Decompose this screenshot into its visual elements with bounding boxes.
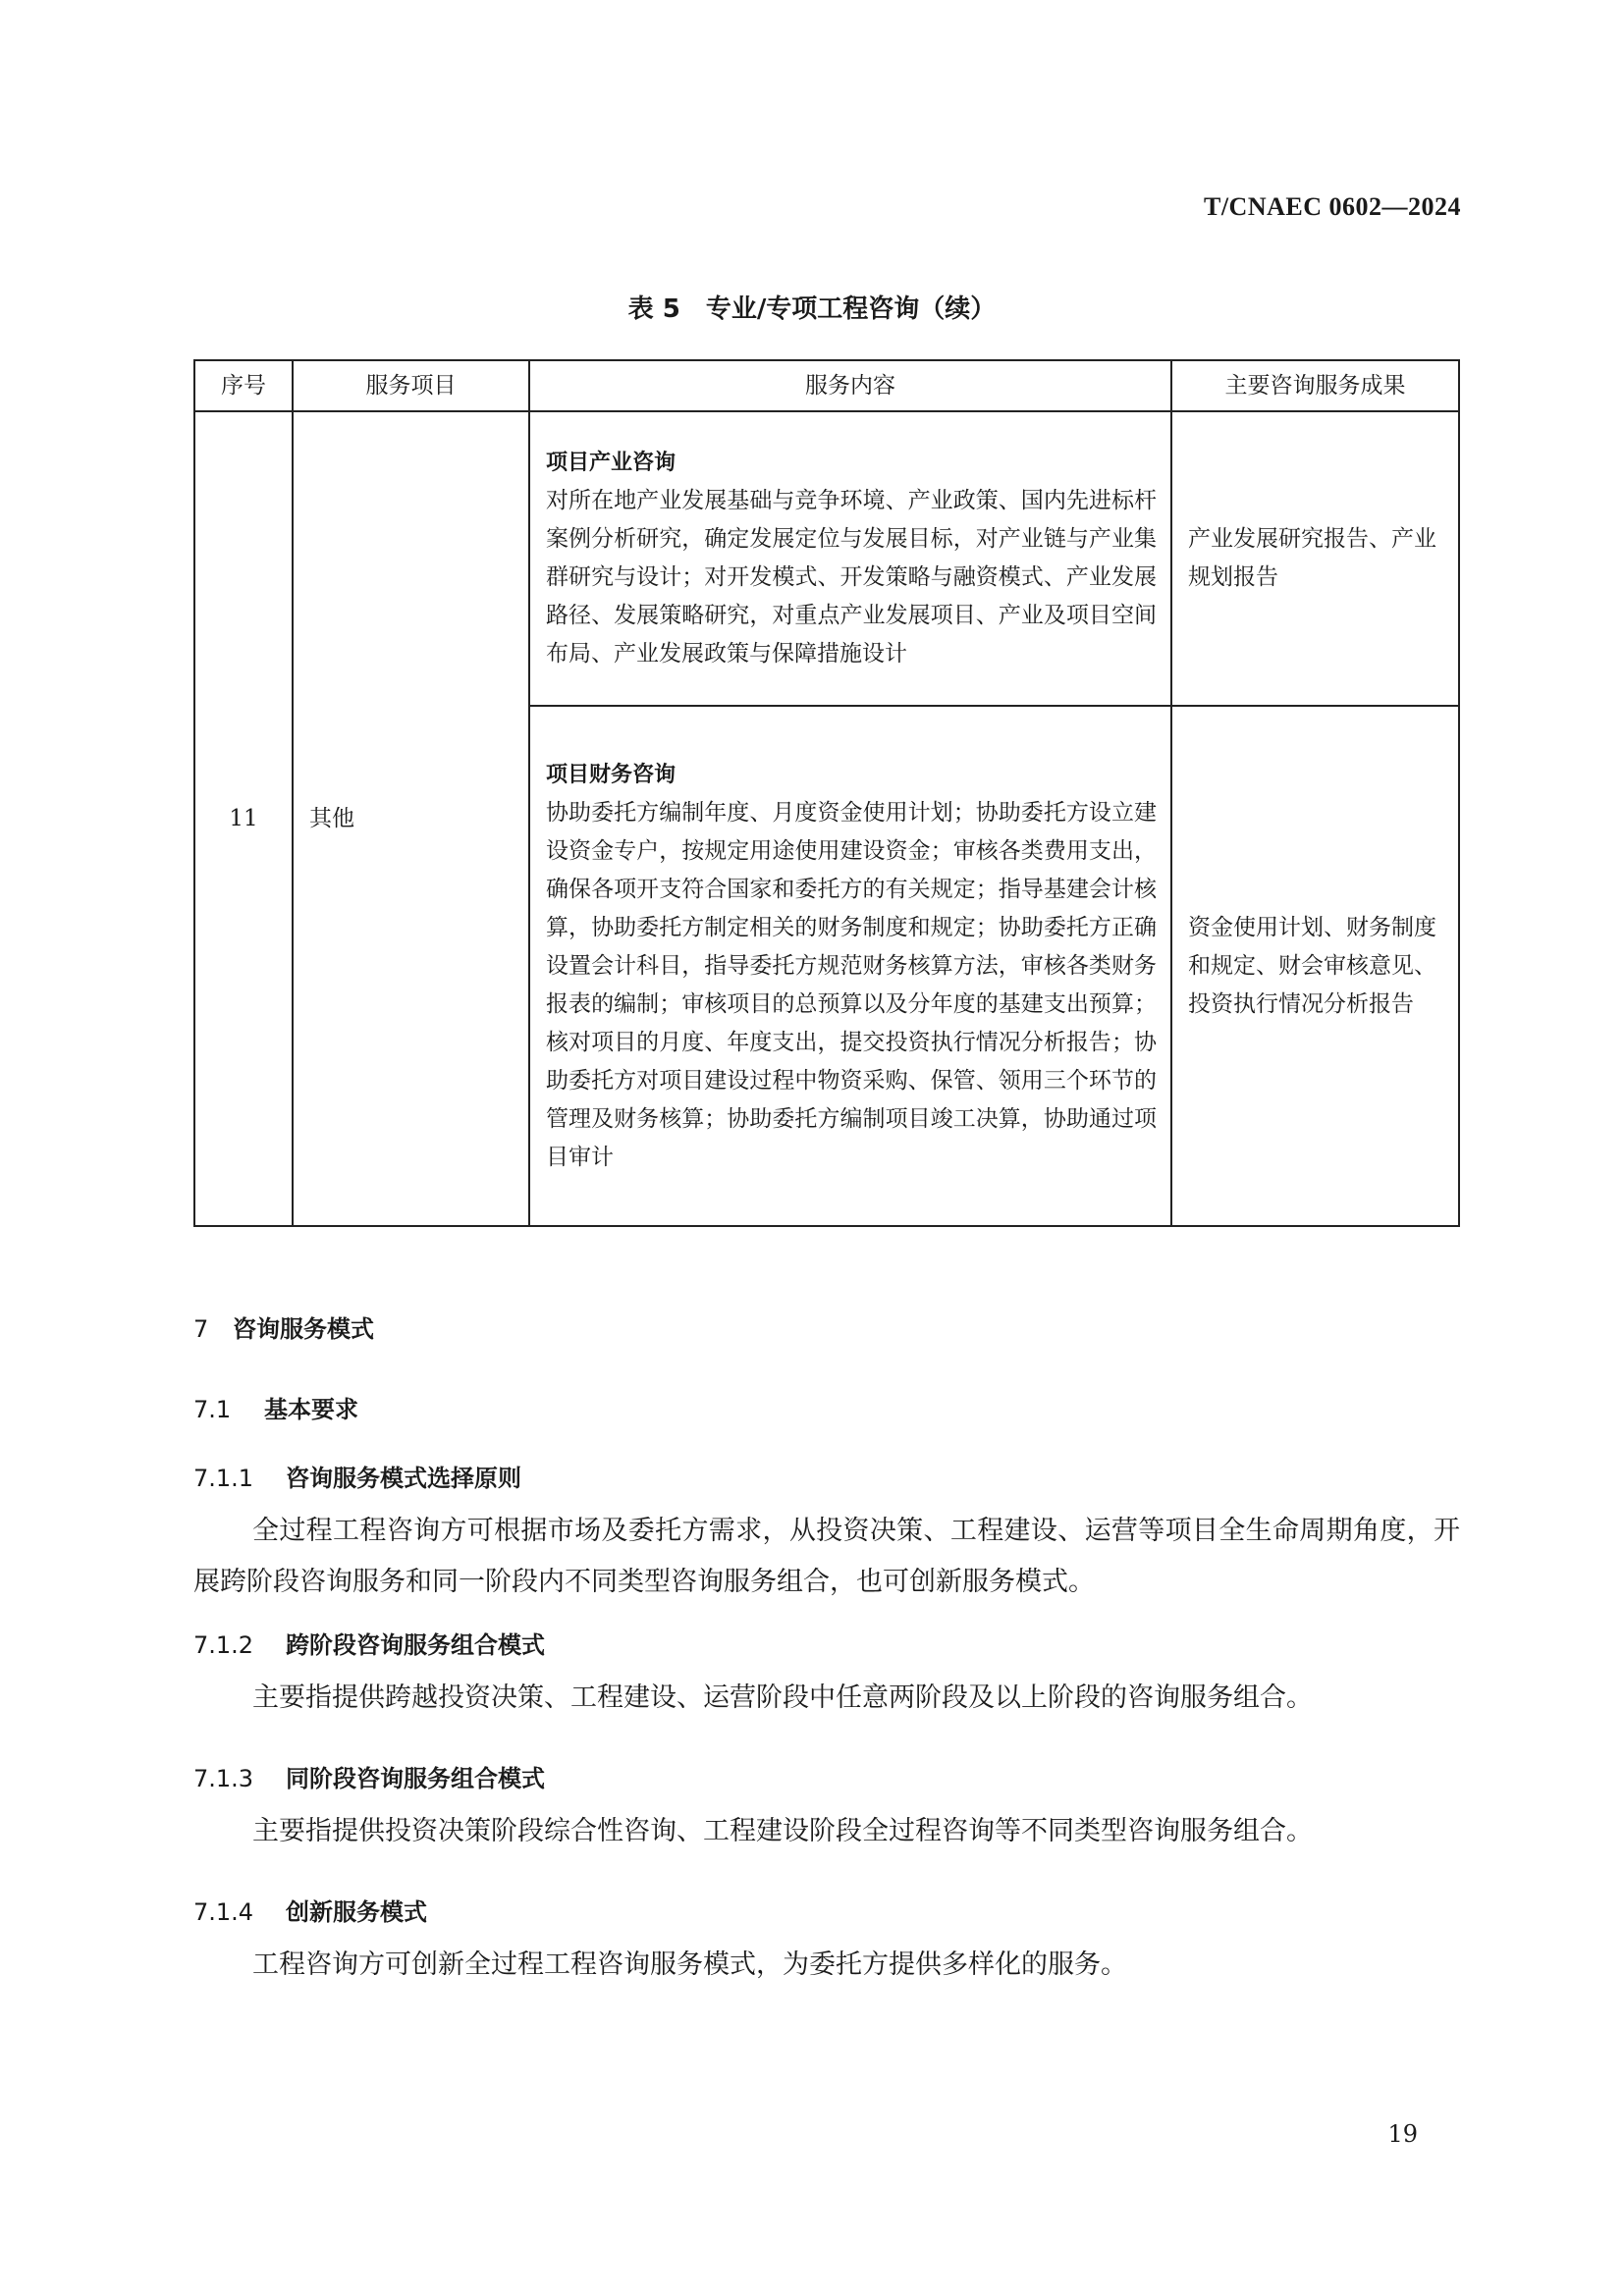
column-header-no: 序号: [194, 360, 293, 411]
section-number: 7.1.3: [193, 1765, 254, 1792]
row-number: 11: [194, 411, 293, 1226]
section-title: 基本要求: [264, 1396, 358, 1423]
service-result: 资金使用计划、财务制度和规定、财会审核意见、投资执行情况分析报告: [1171, 706, 1459, 1226]
section-heading-7-1-1: [193, 1459, 521, 1493]
page-number: 19: [1387, 2120, 1418, 2148]
service-result: 产业发展研究报告、产业规划报告: [1171, 411, 1459, 706]
section-number: 7.1.4: [193, 1898, 254, 1926]
paragraph-7-1-4: 工程咨询方可创新全过程工程咨询服务模式，为委托方提供多样化的服务。: [252, 1949, 1127, 1980]
content-text: 对所在地产业发展基础与竞争环境、产业政策、国内先进标杆案例分析研究，确定发展定位与发展目标，对产业链与产业集群研究与设计；对开发模式、开发策略与融资模式、产业发展路径、发展策略研究，对重点产业发展项目、产业及项目空间布局、产业发展政策与保障措施设计: [546, 488, 1157, 667]
section-title: 创新服务模式: [286, 1898, 427, 1926]
section-title: 跨阶段咨询服务组合模式: [286, 1631, 545, 1659]
service-item: 其他: [293, 411, 529, 1226]
section-number: 7.1.1: [193, 1465, 254, 1492]
section-heading-7-1-3: [193, 1759, 545, 1793]
table-row: [194, 411, 1459, 706]
content-title: 项目财务咨询: [546, 762, 677, 787]
section-number: 7: [193, 1315, 209, 1343]
service-table: [193, 359, 1460, 1227]
paragraph-7-1-3: 主要指提供投资决策阶段综合性咨询、工程建设阶段全过程咨询等不同类型咨询服务组合。: [252, 1816, 1313, 1846]
section-heading-7-1: [193, 1390, 358, 1424]
section-heading-7-1-4: [193, 1893, 427, 1927]
paragraph-7-1-1: 全过程工程咨询方可根据市场及委托方需求，从投资决策、工程建设、运营等项目全生命周期角度，开展跨阶段咨询服务和同一阶段内不同类型咨询服务组合，也可创新服务模式。: [193, 1516, 1460, 1597]
section-heading-7-1-2: [193, 1626, 545, 1660]
content-title: 项目产业咨询: [546, 451, 677, 475]
service-content-cell: [529, 411, 1171, 706]
column-header-result: 主要咨询服务成果: [1171, 360, 1459, 411]
column-header-item: 服务项目: [293, 360, 529, 411]
section-title: 咨询服务模式选择原则: [286, 1465, 521, 1492]
standard-code: T/CNAEC 0602—2024: [1203, 192, 1461, 221]
table-title: 表 5 专业/专项工程咨询（续）: [627, 294, 997, 324]
section-title: 同阶段咨询服务组合模式: [286, 1765, 545, 1792]
table-header-row: [194, 360, 1459, 411]
service-content-cell: [529, 706, 1171, 1226]
section-heading-7: [193, 1309, 374, 1344]
section-number: 7.1.2: [193, 1631, 254, 1659]
content-text: 协助委托方编制年度、月度资金使用计划；协助委托方设立建设资金专户，按规定用途使用建设资金；审核各类费用支出，确保各项开支符合国家和委托方的有关规定；指导基建会计核算，协助委托方制定相关的财务制度和规定；协助委托方正确设置会计科目，指导委托方规范财务核算方法，审核各类财务报表的编制；审核项目的总预算以及分年度的基建支出预算；核对项目的月度、年度支出，提交投资执行情况分析报告；协助委托方对项目建设过程中物资采购、保管、领用三个环节的管理及财务核算；协助委托方编制项目竣工决算，协助通过项目审计: [546, 799, 1157, 1170]
paragraph-7-1-2: 主要指提供跨越投资决策、工程建设、运营阶段中任意两阶段及以上阶段的咨询服务组合。: [252, 1682, 1313, 1713]
section-number: 7.1: [193, 1396, 232, 1423]
section-title: 咨询服务模式: [233, 1315, 374, 1343]
column-header-content: 服务内容: [529, 360, 1171, 411]
